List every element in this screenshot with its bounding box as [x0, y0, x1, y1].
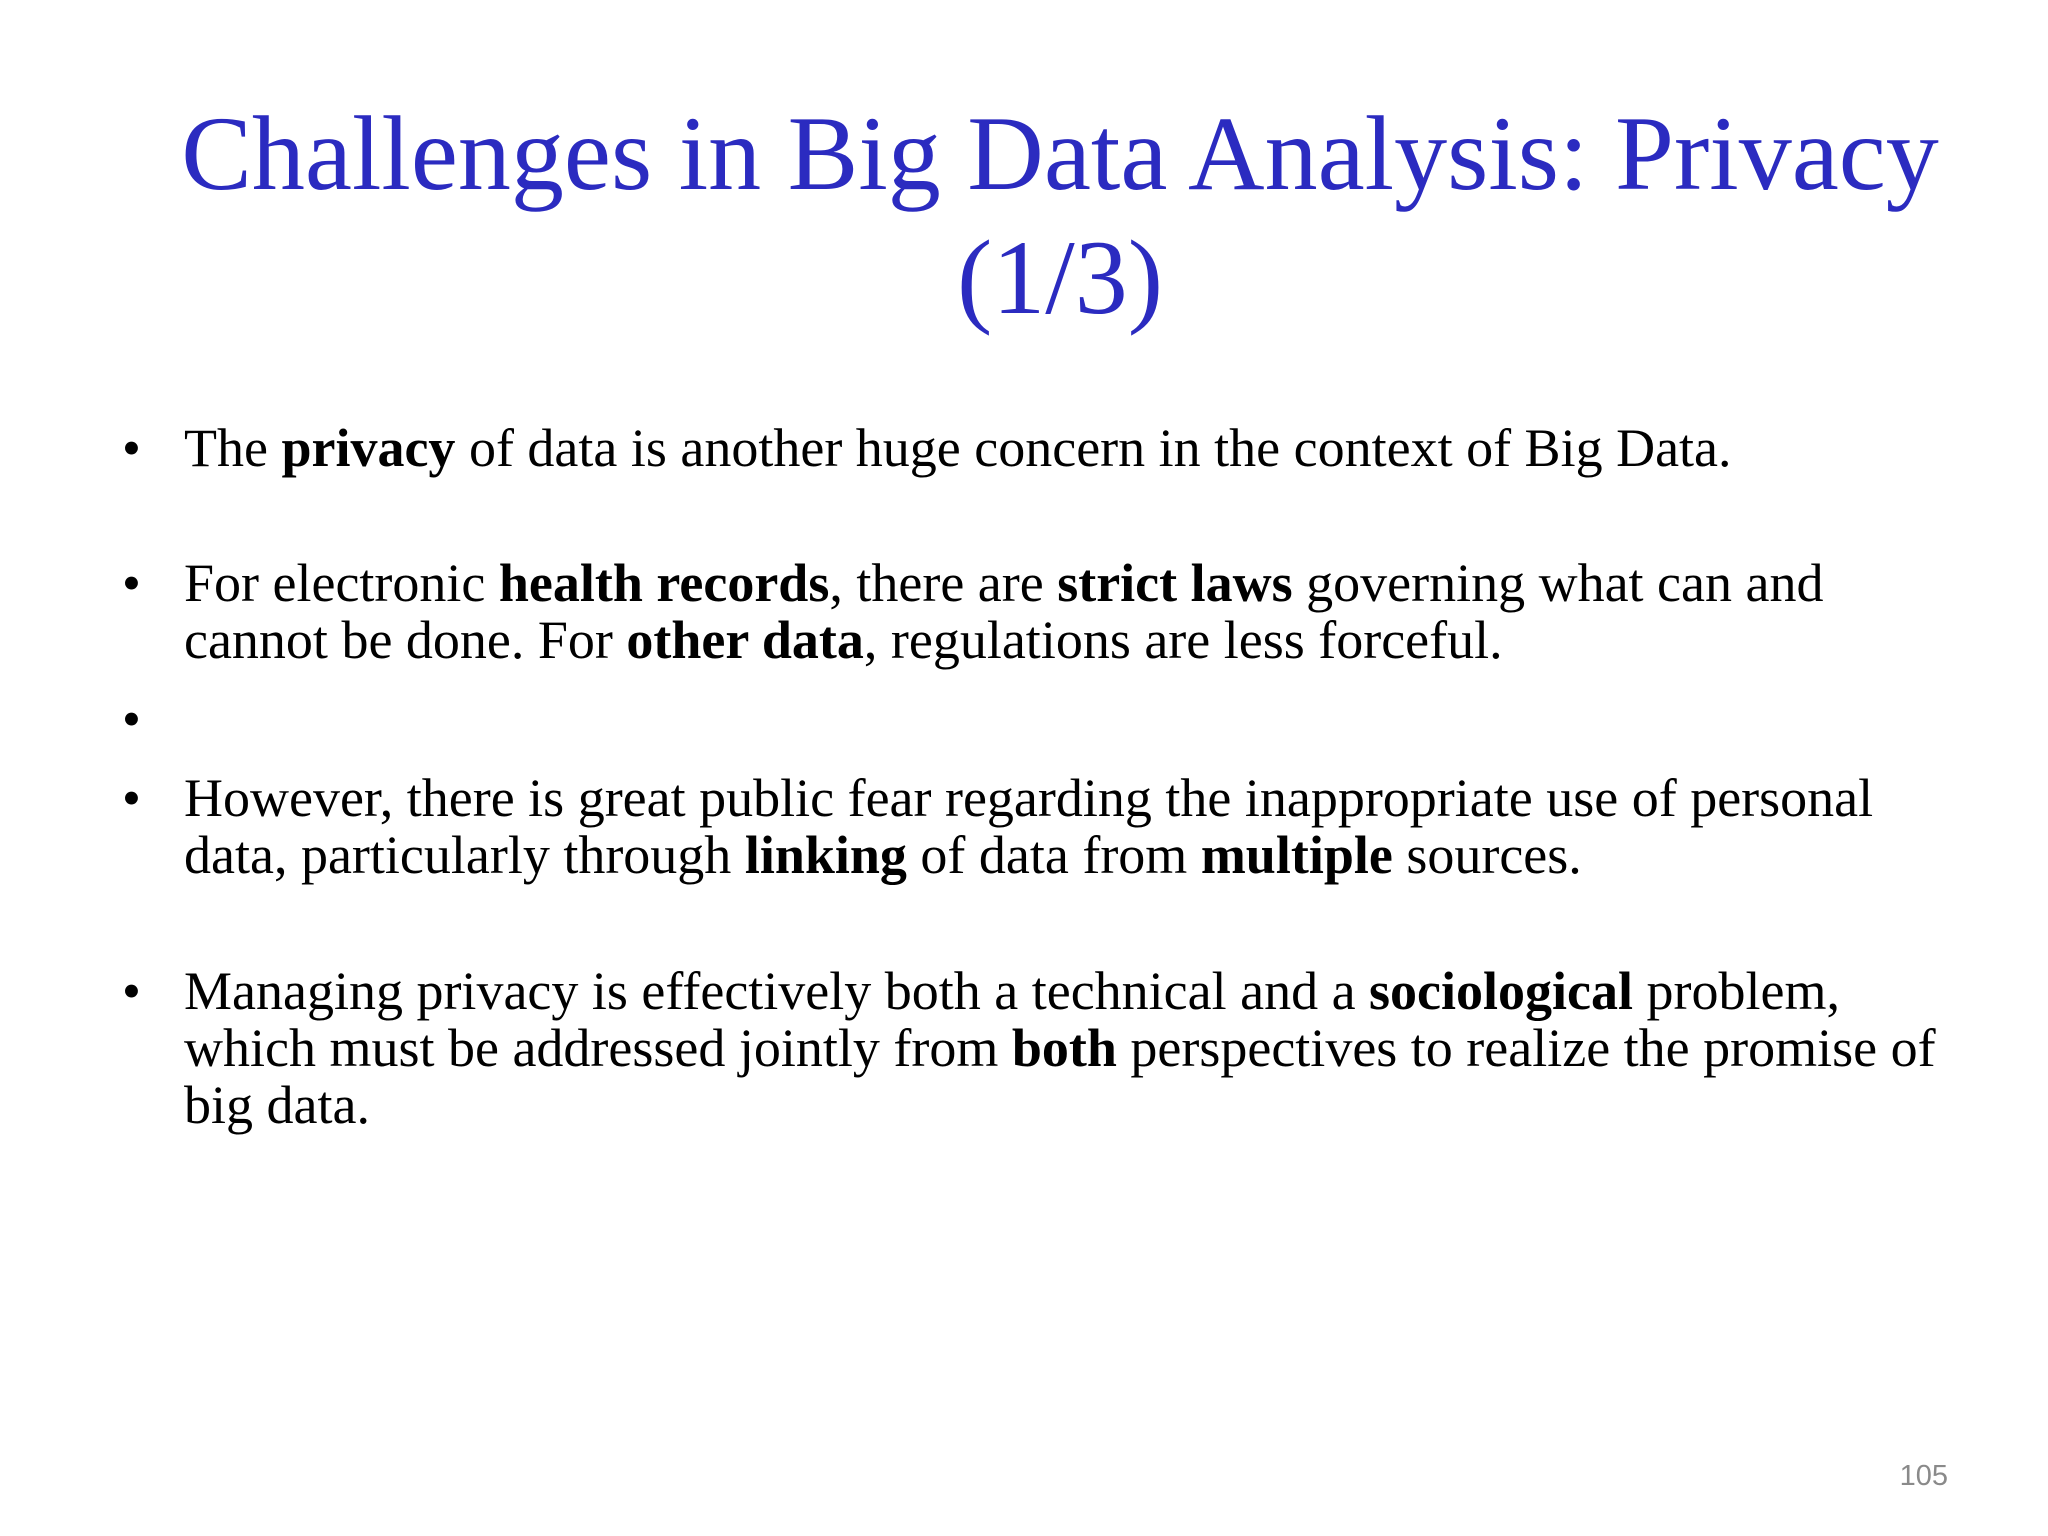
bullet-item-empty	[122, 691, 1962, 748]
bullet-bold-text: sociological	[1369, 961, 1634, 1021]
bullet-icon: •	[122, 553, 141, 613]
bullet-bold-text: linking	[744, 825, 907, 885]
bullet-bold-text: both	[1011, 1018, 1117, 1078]
slide-title-line-1: Challenges in Big Data Analysis: Privacy	[181, 95, 1939, 212]
bullet-item-managing-privacy	[122, 963, 1962, 1134]
bullet-text: of data from	[906, 825, 1201, 885]
bullet-bold-text: multiple	[1200, 825, 1393, 885]
bullet-item-privacy	[122, 420, 1962, 477]
slide-title	[150, 92, 1970, 340]
bullet-text: problem, which must be addressed jointly from	[184, 961, 1840, 1078]
bullet-icon: •	[122, 961, 141, 1021]
bullet-text: perspectives to realize the promise of big data.	[184, 1018, 1936, 1135]
bullet-text: However, there is great public fear regarding the inappropriate use of personal data, particularly through	[184, 768, 1874, 885]
bullet-text: , regulations are less forceful.	[863, 610, 1503, 670]
bullet-text: , there are	[829, 553, 1058, 613]
bullet-list	[122, 420, 1962, 1134]
bullet-bold-text: other data	[626, 610, 864, 670]
bullet-text: governing what can and cannot be done. For	[184, 553, 1824, 670]
bullet-text: Managing privacy is effectively both a technical and a	[184, 961, 1370, 1021]
bullet-text: For electronic	[184, 553, 499, 613]
bullet-bold-text: health records	[498, 553, 830, 613]
bullet-icon: •	[122, 418, 141, 478]
bullet-icon: •	[122, 689, 141, 749]
bullet-icon: •	[122, 768, 141, 828]
bullet-text: of data is another huge concern in the context of Big Data.	[455, 418, 1732, 478]
bullet-bold-text: strict laws	[1057, 553, 1293, 613]
bullet-text: sources.	[1392, 825, 1582, 885]
bullet-bold-text: privacy	[281, 418, 456, 478]
page-number: 105	[1899, 1460, 1948, 1492]
bullet-item-public-fear	[122, 770, 1962, 884]
slide-title-line-2: (1/3)	[956, 219, 1164, 336]
bullet-item-health-records	[122, 555, 1962, 669]
bullet-text: The	[184, 418, 282, 478]
